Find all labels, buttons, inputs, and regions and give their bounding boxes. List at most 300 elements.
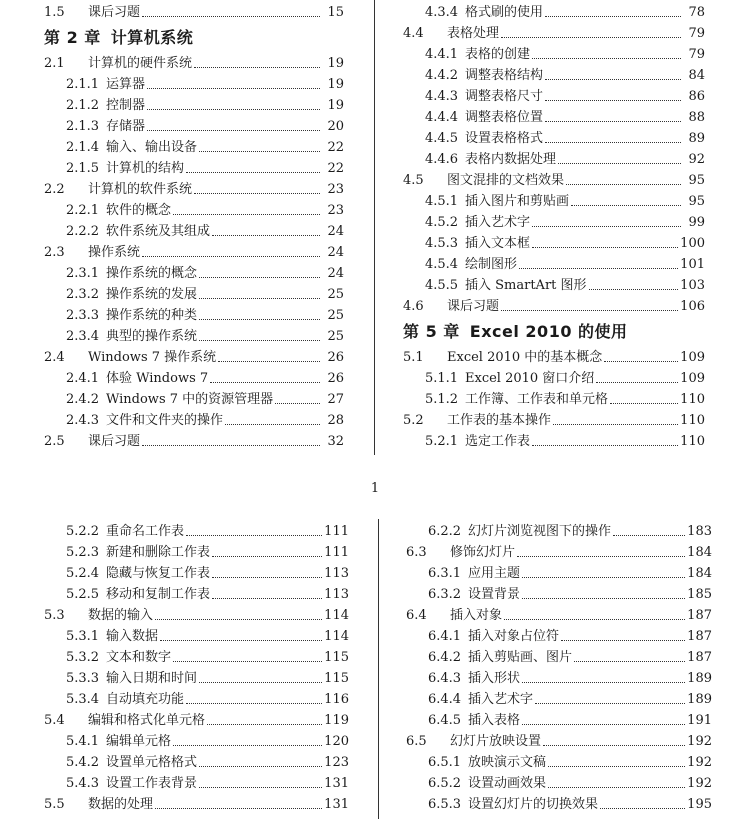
dot-leader <box>147 108 320 110</box>
section-title: 编辑和格式化单元格 <box>88 713 206 728</box>
page-ref: 22 <box>327 140 344 155</box>
page-ref: 23 <box>327 203 344 218</box>
page-ref: 191 <box>687 713 712 728</box>
section-title: 插入形状 <box>468 671 521 686</box>
page-ref: 195 <box>687 797 712 812</box>
dot-leader <box>517 555 685 557</box>
section-number: 2.1.1 <box>66 77 100 92</box>
dot-leader <box>610 402 678 404</box>
section-number: 4.4.4 <box>425 110 459 125</box>
toc-entry[interactable] <box>44 305 344 326</box>
section-title: Excel 2010 中的基本概念 <box>447 350 603 365</box>
toc-entry[interactable] <box>44 200 344 221</box>
section-title: 设置单元格格式 <box>106 755 198 770</box>
toc-entry[interactable] <box>44 284 344 305</box>
section-title: 文件和文件夹的操作 <box>106 413 224 428</box>
section-title: 计算机的硬件系统 <box>88 56 193 71</box>
toc-entry[interactable] <box>44 389 344 410</box>
toc-entry[interactable] <box>406 647 712 668</box>
dot-leader <box>225 423 320 425</box>
page-ref: 27 <box>327 392 344 407</box>
section-number: 2.1.2 <box>66 98 100 113</box>
toc-entry[interactable] <box>406 605 712 626</box>
section-number: 2.3 <box>44 245 65 260</box>
page-ref: 187 <box>687 629 712 644</box>
section-number: 5.4 <box>44 713 65 728</box>
toc-entry[interactable] <box>406 626 712 647</box>
toc-entry[interactable] <box>44 668 349 689</box>
section-number: 2.1.5 <box>66 161 100 176</box>
dot-leader <box>186 534 322 536</box>
section-number: 5.1.1 <box>425 371 459 386</box>
dot-leader <box>553 423 678 425</box>
page-ref: 131 <box>324 797 349 812</box>
page-ref: 78 <box>688 5 705 20</box>
section-number: 5.2.3 <box>66 545 100 560</box>
section-number: 4.4.2 <box>425 68 459 83</box>
dot-leader <box>522 681 685 683</box>
toc-entry[interactable] <box>403 410 705 431</box>
page-ref: 84 <box>688 68 705 83</box>
toc-entry[interactable] <box>44 368 344 389</box>
dot-leader <box>545 99 681 101</box>
chapter-number: 第 5 章 <box>403 322 460 341</box>
page-ref: 24 <box>327 224 344 239</box>
section-title: 数据的处理 <box>88 797 154 812</box>
section-title: 应用主题 <box>468 566 521 581</box>
dot-leader <box>199 339 320 341</box>
page-ref: 101 <box>680 257 705 272</box>
section-title: 运算器 <box>106 77 146 92</box>
dot-leader <box>173 213 320 215</box>
dot-leader <box>194 66 320 68</box>
dot-leader <box>613 534 685 536</box>
page-ref: 32 <box>327 434 344 449</box>
chapter-title: 计算机系统 <box>110 28 194 47</box>
page-ref: 110 <box>680 434 705 449</box>
page-ref: 106 <box>680 299 705 314</box>
section-title: 插入剪贴画、图片 <box>468 650 573 665</box>
toc-entry[interactable] <box>403 44 705 65</box>
page-ref: 95 <box>688 173 705 188</box>
section-title: 软件的概念 <box>106 203 172 218</box>
section-number: 2.2.1 <box>66 203 100 218</box>
page-ref: 95 <box>688 194 705 209</box>
dot-leader <box>548 786 685 788</box>
dot-leader <box>600 807 685 809</box>
section-number: 5.3.2 <box>66 650 100 665</box>
section-number: 5.2 <box>403 413 424 428</box>
page-ref: 24 <box>327 266 344 281</box>
page-ref: 113 <box>324 566 349 581</box>
page-ref: 187 <box>687 608 712 623</box>
dot-leader <box>604 360 678 362</box>
section-number: 2.2.2 <box>66 224 100 239</box>
section-title: 调整表格位置 <box>465 110 544 125</box>
dot-leader <box>212 576 322 578</box>
section-number: 2.1.4 <box>66 140 100 155</box>
toc-entry[interactable] <box>406 542 712 563</box>
section-title: 放映演示文稿 <box>468 755 547 770</box>
toc-entry[interactable] <box>44 326 344 347</box>
toc-entry[interactable] <box>403 2 705 23</box>
toc-entry[interactable] <box>44 158 344 179</box>
toc-entry[interactable] <box>403 275 705 296</box>
page-ref: 19 <box>327 77 344 92</box>
section-number: 5.3.1 <box>66 629 100 644</box>
toc-entry[interactable] <box>403 107 705 128</box>
toc-entry[interactable] <box>403 23 705 44</box>
toc-entry[interactable] <box>406 584 712 605</box>
dot-leader <box>545 78 681 80</box>
page-ref: 189 <box>687 671 712 686</box>
section-title: 典型的操作系统 <box>106 329 198 344</box>
page-ref: 26 <box>327 371 344 386</box>
page-ref: 192 <box>687 755 712 770</box>
section-title: 操作系统 <box>88 245 141 260</box>
toc-entry[interactable] <box>44 221 344 242</box>
dot-leader <box>199 681 322 683</box>
toc-entry[interactable] <box>403 191 705 212</box>
dot-leader <box>519 267 678 269</box>
toc-entry[interactable] <box>403 170 705 191</box>
dot-leader <box>589 288 679 290</box>
section-number: 5.2.4 <box>66 566 100 581</box>
dot-leader <box>218 360 320 362</box>
dot-leader <box>501 36 681 38</box>
dot-leader <box>532 225 681 227</box>
toc-entry[interactable] <box>44 626 349 647</box>
toc-entry[interactable] <box>403 65 705 86</box>
page-ref: 25 <box>327 308 344 323</box>
page-ref: 184 <box>687 545 712 560</box>
section-title: 计算机的软件系统 <box>88 182 193 197</box>
section-title: 幻灯片放映设置 <box>450 734 542 749</box>
section-number: 2.1.3 <box>66 119 100 134</box>
toc-entry[interactable] <box>403 389 705 410</box>
section-number: 5.4.3 <box>66 776 100 791</box>
section-title: 设置幻灯片的切换效果 <box>468 797 599 812</box>
dot-leader <box>596 381 678 383</box>
section-title: 输入、输出设备 <box>106 140 198 155</box>
section-title: 课后习题 <box>447 299 500 314</box>
dot-leader <box>199 318 320 320</box>
toc-entry[interactable] <box>403 254 705 275</box>
dot-leader <box>522 576 685 578</box>
toc-entry[interactable] <box>406 773 712 794</box>
toc-entry[interactable] <box>44 521 349 542</box>
section-title: 图文混排的文档效果 <box>447 173 565 188</box>
section-title: 新建和删除工作表 <box>106 545 211 560</box>
section-number: 5.1.2 <box>425 392 459 407</box>
page-number: 1 <box>370 481 380 496</box>
toc-entry[interactable] <box>406 521 712 542</box>
section-title: 数据的输入 <box>88 608 154 623</box>
section-title: 操作系统的种类 <box>106 308 198 323</box>
page-ref: 184 <box>687 566 712 581</box>
dot-leader <box>548 765 685 767</box>
toc-top-left-column <box>44 2 344 452</box>
toc-entry[interactable] <box>44 53 344 74</box>
section-number: 2.5 <box>44 434 65 449</box>
page-ref: 22 <box>327 161 344 176</box>
toc-entry[interactable] <box>44 752 349 773</box>
page-ref: 86 <box>688 89 705 104</box>
page-ref: 109 <box>680 371 705 386</box>
section-number: 2.4.2 <box>66 392 100 407</box>
toc-entry[interactable] <box>44 2 344 23</box>
page-ref: 114 <box>324 629 349 644</box>
toc-entry[interactable] <box>44 242 344 263</box>
dot-leader <box>212 597 322 599</box>
section-title: 插入表格 <box>468 713 521 728</box>
section-number: 4.5.5 <box>425 278 459 293</box>
section-title: 选定工作表 <box>465 434 531 449</box>
toc-entry[interactable] <box>403 212 705 233</box>
section-title: 表格内数据处理 <box>465 152 557 167</box>
toc-entry[interactable] <box>44 410 344 431</box>
page-ref: 92 <box>688 152 705 167</box>
section-title: 设置动画效果 <box>468 776 547 791</box>
section-number: 4.4.1 <box>425 47 459 62</box>
page-ref: 28 <box>327 413 344 428</box>
section-number: 2.4 <box>44 350 65 365</box>
section-number: 5.3.3 <box>66 671 100 686</box>
chapter-heading <box>403 317 705 347</box>
dot-leader <box>155 807 322 809</box>
toc-entry[interactable] <box>406 689 712 710</box>
section-title: 绘制图形 <box>465 257 518 272</box>
section-number: 2.4.3 <box>66 413 100 428</box>
section-title: 体验 Windows 7 <box>106 371 209 386</box>
dot-leader <box>210 381 320 383</box>
section-title: 输入数据 <box>106 629 159 644</box>
section-title: 插入艺术字 <box>468 692 534 707</box>
section-title: 存储器 <box>106 119 146 134</box>
page-ref: 111 <box>324 524 349 539</box>
toc-entry[interactable] <box>44 647 349 668</box>
toc-entry[interactable] <box>44 74 344 95</box>
toc-entry[interactable] <box>406 668 712 689</box>
section-number: 6.4.5 <box>428 713 462 728</box>
toc-entry[interactable] <box>44 95 344 116</box>
section-number: 2.3.1 <box>66 266 100 281</box>
section-number: 4.5.4 <box>425 257 459 272</box>
page-ref: 120 <box>324 734 349 749</box>
chapter-number: 第 2 章 <box>44 28 101 47</box>
dot-leader <box>147 129 320 131</box>
section-title: 表格处理 <box>447 26 500 41</box>
toc-entry[interactable] <box>44 431 344 452</box>
section-number: 6.3.2 <box>428 587 462 602</box>
toc-entry[interactable] <box>44 179 344 200</box>
section-title: 操作系统的概念 <box>106 266 198 281</box>
section-number: 2.1 <box>44 56 65 71</box>
dot-leader <box>160 639 322 641</box>
page-ref: 26 <box>327 350 344 365</box>
page-ref: 25 <box>327 329 344 344</box>
section-title: 工作簿、工作表和单元格 <box>465 392 609 407</box>
toc-entry[interactable] <box>44 563 349 584</box>
toc-entry[interactable] <box>44 263 344 284</box>
section-title: 插入图片和剪贴画 <box>465 194 570 209</box>
dot-leader <box>142 444 320 446</box>
section-number: 6.3 <box>406 545 427 560</box>
section-title: 控制器 <box>106 98 146 113</box>
toc-entry[interactable] <box>44 116 344 137</box>
page-ref: 89 <box>688 131 705 146</box>
toc-entry[interactable] <box>44 731 349 752</box>
section-title: 操作系统的发展 <box>106 287 198 302</box>
section-title: 输入日期和时间 <box>106 671 198 686</box>
section-number: 4.6 <box>403 299 424 314</box>
section-title: 修饰幻灯片 <box>450 545 516 560</box>
page-ref: 19 <box>327 56 344 71</box>
section-title: 插入对象占位符 <box>468 629 560 644</box>
page-ref: 23 <box>327 182 344 197</box>
section-number: 6.4 <box>406 608 427 623</box>
dot-leader <box>532 246 678 248</box>
section-number: 5.4.2 <box>66 755 100 770</box>
dot-leader <box>147 87 320 89</box>
page-ref: 189 <box>687 692 712 707</box>
top-column-divider <box>374 0 375 455</box>
toc-entry[interactable] <box>44 542 349 563</box>
section-title: 幻灯片浏览视图下的操作 <box>468 524 612 539</box>
page-ref: 119 <box>324 713 349 728</box>
dot-leader <box>199 786 322 788</box>
toc-entry[interactable] <box>406 563 712 584</box>
section-number: 4.4.6 <box>425 152 459 167</box>
dot-leader <box>545 120 681 122</box>
toc-entry[interactable] <box>44 794 349 815</box>
section-title: Windows 7 中的资源管理器 <box>106 392 274 407</box>
page-ref: 123 <box>324 755 349 770</box>
section-number: 4.4 <box>403 26 424 41</box>
page-ref: 15 <box>327 5 344 20</box>
page-ref: 110 <box>680 392 705 407</box>
toc-entry[interactable] <box>44 137 344 158</box>
section-number: 5.2.2 <box>66 524 100 539</box>
section-number: 5.4.1 <box>66 734 100 749</box>
section-number: 5.5 <box>44 797 65 812</box>
dot-leader <box>558 162 681 164</box>
section-number: 6.5 <box>406 734 427 749</box>
section-title: 表格的创建 <box>465 47 531 62</box>
page-ref: 115 <box>324 671 349 686</box>
dot-leader <box>566 183 681 185</box>
page-ref: 88 <box>688 110 705 125</box>
toc-entry[interactable] <box>403 347 705 368</box>
dot-leader <box>275 402 320 404</box>
page-ref: 187 <box>687 650 712 665</box>
section-title: 调整表格尺寸 <box>465 89 544 104</box>
dot-leader <box>571 204 681 206</box>
toc-entry[interactable] <box>406 710 712 731</box>
section-number: 6.4.4 <box>428 692 462 707</box>
page-ref: 24 <box>327 245 344 260</box>
section-title: 设置背景 <box>468 587 521 602</box>
dot-leader <box>543 744 685 746</box>
page-ref: 25 <box>327 287 344 302</box>
section-number: 6.2.2 <box>428 524 462 539</box>
toc-entry[interactable] <box>406 752 712 773</box>
section-number: 4.3.4 <box>425 5 459 20</box>
section-title: 课后习题 <box>88 434 141 449</box>
section-number: 5.2.5 <box>66 587 100 602</box>
section-title: 插入艺术字 <box>465 215 531 230</box>
section-number: 5.1 <box>403 350 424 365</box>
section-title: 隐藏与恢复工作表 <box>106 566 211 581</box>
chapter-heading <box>44 23 344 53</box>
dot-leader <box>561 639 685 641</box>
toc-entry[interactable] <box>44 689 349 710</box>
toc-top-right-column <box>403 2 705 452</box>
toc-entry[interactable] <box>406 731 712 752</box>
toc-entry[interactable] <box>44 584 349 605</box>
toc-entry[interactable] <box>403 128 705 149</box>
section-number: 6.4.3 <box>428 671 462 686</box>
section-title: 自动填充功能 <box>106 692 185 707</box>
section-number: 6.4.1 <box>428 629 462 644</box>
section-title: 编辑单元格 <box>106 734 172 749</box>
section-title: 格式刷的使用 <box>465 5 544 20</box>
page-ref: 79 <box>688 26 705 41</box>
page-ref: 111 <box>324 545 349 560</box>
dot-leader <box>212 234 320 236</box>
section-title: 插入文本框 <box>465 236 531 251</box>
page-ref: 192 <box>687 734 712 749</box>
section-title: 软件系统及其组成 <box>106 224 211 239</box>
toc-entry[interactable] <box>403 149 705 170</box>
toc-entry[interactable] <box>403 86 705 107</box>
section-title: 课后习题 <box>88 5 141 20</box>
page-ref: 103 <box>680 278 705 293</box>
page-ref: 20 <box>327 119 344 134</box>
toc-entry[interactable] <box>403 296 705 317</box>
toc-entry[interactable] <box>44 773 349 794</box>
section-number: 5.3.4 <box>66 692 100 707</box>
dot-leader <box>199 150 320 152</box>
page-ref: 192 <box>687 776 712 791</box>
section-number: 6.5.1 <box>428 755 462 770</box>
toc-entry[interactable] <box>44 347 344 368</box>
toc-bottom-right-column <box>406 521 712 815</box>
page-ref: 79 <box>688 47 705 62</box>
dot-leader <box>522 597 685 599</box>
section-number: 4.4.5 <box>425 131 459 146</box>
section-number: 4.5 <box>403 173 424 188</box>
section-title: 插入 SmartArt 图形 <box>465 278 587 293</box>
dot-leader <box>504 618 685 620</box>
toc-entry[interactable] <box>403 368 705 389</box>
toc-entry[interactable] <box>403 431 705 452</box>
section-title: 插入对象 <box>450 608 503 623</box>
dot-leader <box>142 255 320 257</box>
toc-entry[interactable] <box>44 605 349 626</box>
toc-entry[interactable] <box>44 710 349 731</box>
dot-leader <box>194 192 320 194</box>
toc-entry[interactable] <box>406 794 712 815</box>
toc-entry[interactable] <box>403 233 705 254</box>
section-title: 工作表的基本操作 <box>447 413 552 428</box>
page-ref: 110 <box>680 413 705 428</box>
page-ref: 100 <box>680 236 705 251</box>
page-ref: 183 <box>687 524 712 539</box>
section-title: Windows 7 操作系统 <box>88 350 217 365</box>
dot-leader <box>545 15 681 17</box>
section-title: 调整表格结构 <box>465 68 544 83</box>
